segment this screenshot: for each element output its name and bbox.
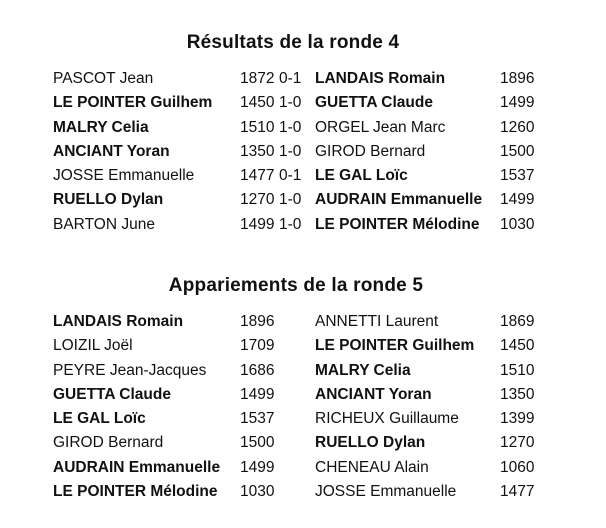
game-score: 0-1 [279, 70, 302, 87]
player-one-rating: 1686 [240, 361, 275, 379]
game-score: 1-0 [279, 94, 302, 112]
player-one-rating: 1510 [240, 118, 275, 136]
pairings-title: Appariements de la ronde 5 [168, 275, 424, 296]
player-two-rating: 1030 [500, 215, 535, 233]
player-two-rating: 1060 [500, 458, 535, 476]
player-one-rating: 1477 [240, 167, 275, 185]
player-two-name: JOSSE Emmanuelle [315, 483, 457, 501]
player-one-rating: 1270 [240, 191, 275, 209]
player-two-name: LE GAL Loïc [315, 167, 408, 185]
player-one-name: PEYRE Jean-Jacques [53, 361, 207, 379]
player-two-rating: 1869 [500, 313, 535, 330]
player-one-rating: 1709 [240, 337, 275, 355]
player-two-name: CHENEAU Alain [315, 458, 429, 476]
player-two-name: LE POINTER Guilhem [315, 337, 475, 355]
player-one-name: ANCIANT Yoran [53, 142, 170, 160]
player-one-name: LE POINTER Guilhem [53, 94, 213, 112]
player-two-name: AUDRAIN Emmanuelle [315, 191, 483, 209]
player-one-name: RUELLO Dylan [53, 191, 164, 209]
player-two-rating: 1399 [500, 410, 535, 428]
player-two-name: ANCIANT Yoran [315, 385, 432, 403]
player-two-name: LE POINTER Mélodine [315, 215, 480, 233]
player-one-name: AUDRAIN Emmanuelle [53, 458, 221, 476]
player-one-name: BARTON June [53, 215, 155, 233]
player-two-name: GUETTA Claude [315, 94, 433, 112]
player-one-name: MALRY Celia [53, 118, 149, 136]
player-two-rating: 1510 [500, 361, 535, 379]
player-two-name: ANNETTI Laurent [315, 313, 439, 330]
player-two-rating: 1896 [500, 70, 535, 87]
player-one-name: LE POINTER Mélodine [53, 483, 218, 501]
player-one-name: JOSSE Emmanuelle [53, 167, 195, 185]
player-one-name: LANDAIS Romain [53, 313, 184, 330]
player-one-rating: 1872 [240, 70, 275, 87]
player-two-rating: 1537 [500, 167, 535, 185]
player-two-rating: 1477 [500, 483, 535, 501]
player-one-rating: 1500 [240, 434, 275, 452]
player-two-name: RUELLO Dylan [315, 434, 426, 452]
player-two-rating: 1450 [500, 337, 535, 355]
game-score: 0-1 [279, 167, 302, 185]
player-two-rating: 1350 [500, 385, 535, 403]
player-two-name: ORGEL Jean Marc [315, 118, 446, 136]
player-one-rating: 1350 [240, 142, 275, 160]
player-two-name: MALRY Celia [315, 361, 411, 379]
player-one-rating: 1499 [240, 458, 275, 476]
game-score: 1-0 [279, 142, 302, 160]
game-score: 1-0 [279, 215, 302, 233]
game-score: 1-0 [279, 118, 302, 136]
player-two-name: LANDAIS Romain [315, 70, 446, 87]
player-one-name: LE GAL Loïc [53, 410, 146, 428]
player-one-rating: 1450 [240, 94, 275, 112]
player-one-name: LOIZIL Joël [53, 337, 133, 355]
results-title: Résultats de la ronde 4 [186, 32, 400, 53]
player-one-rating: 1499 [240, 215, 275, 233]
player-two-rating: 1500 [500, 142, 535, 160]
player-two-rating: 1270 [500, 434, 535, 452]
player-one-rating: 1030 [240, 483, 275, 501]
player-one-rating: 1896 [240, 313, 275, 330]
player-one-name: GUETTA Claude [53, 385, 171, 403]
player-two-rating: 1499 [500, 191, 535, 209]
player-one-name: PASCOT Jean [53, 70, 154, 87]
player-two-name: RICHEUX Guillaume [315, 410, 459, 428]
player-one-rating: 1537 [240, 410, 275, 428]
player-one-rating: 1499 [240, 385, 275, 403]
player-one-name: GIROD Bernard [53, 434, 164, 452]
game-score: 1-0 [279, 191, 302, 209]
player-two-rating: 1260 [500, 118, 535, 136]
player-two-name: GIROD Bernard [315, 142, 426, 160]
player-two-rating: 1499 [500, 94, 535, 112]
